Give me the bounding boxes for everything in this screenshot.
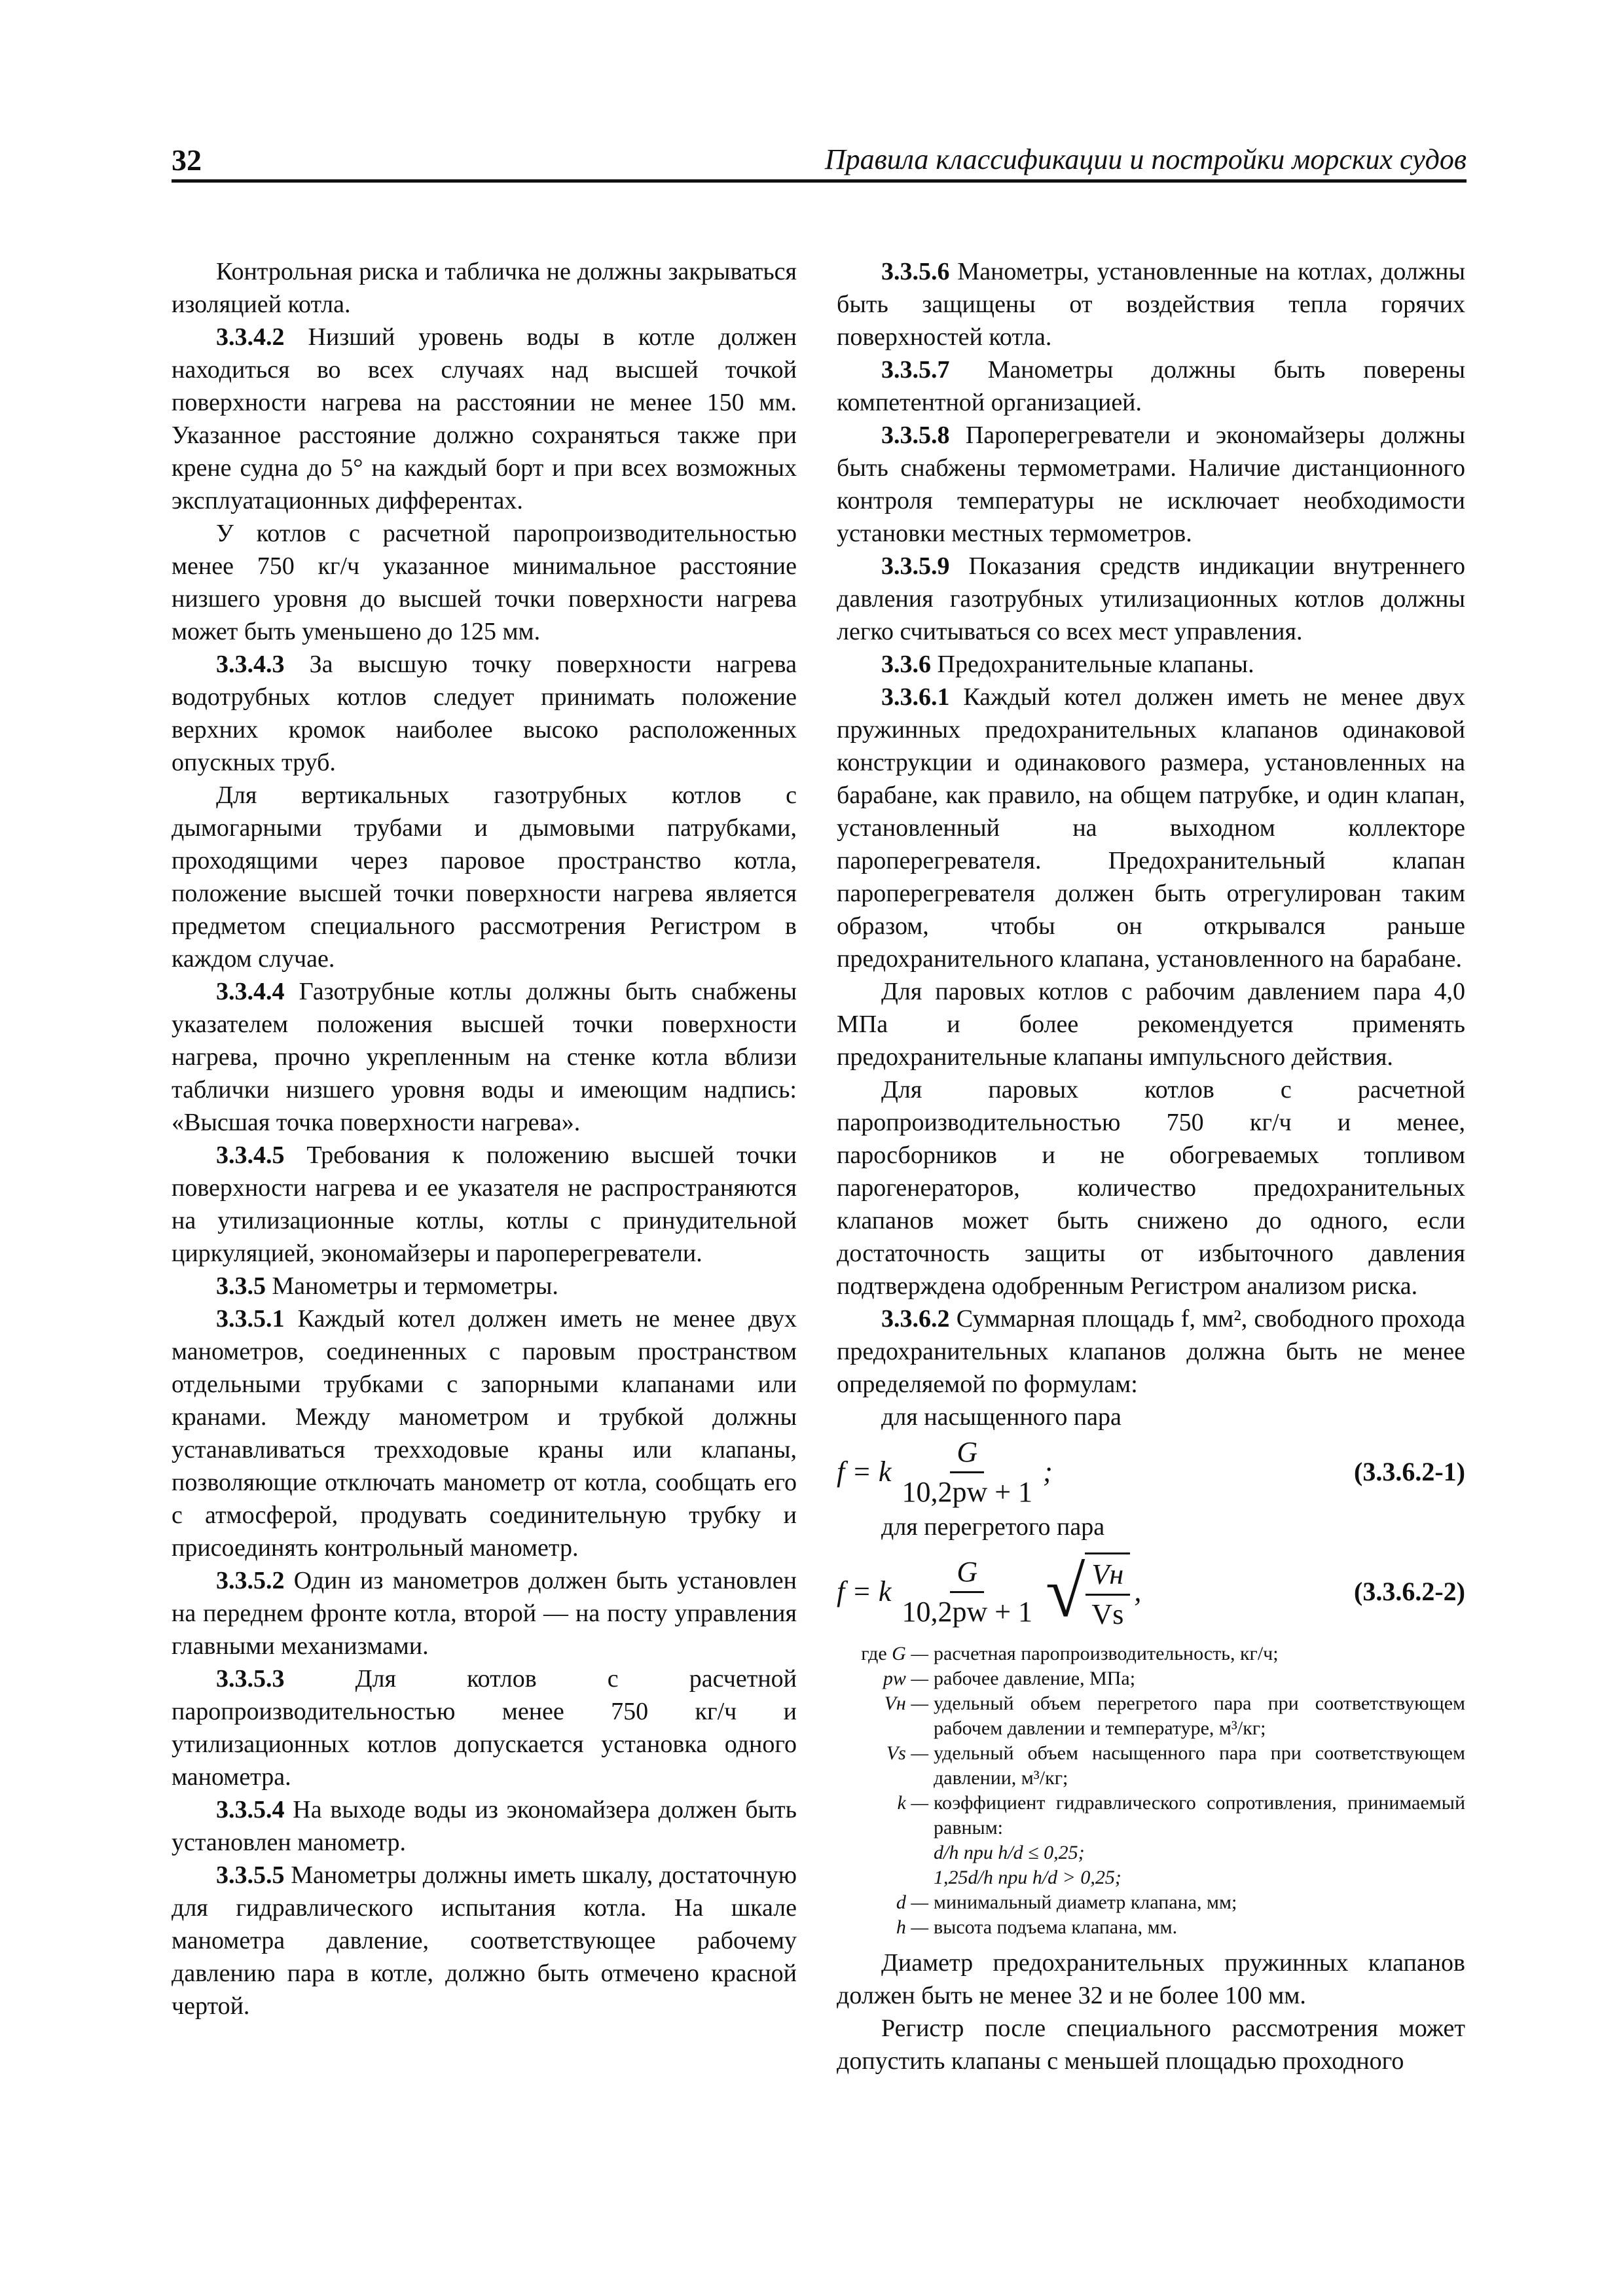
paragraph: 3.3.5.2 Один из манометров должен быть установлен на переднем фронте котла, второй — на посту управления главными механизмами. [172, 1567, 797, 1660]
k-case: d/h при h/d ≤ 0,25; [934, 1842, 1085, 1863]
clause-number: 3.3.5.7 [881, 356, 950, 384]
paragraph: 3.3.4.4 Газотрубные котлы должны быть снабжены указателем положения высшей точки поверхности нагрева, прочно укрепленным на стенке котла вблизи таблички низшего уровня воды и имеющим надпись: «Высшая точка поверхности нагрева». [172, 978, 797, 1136]
paragraph: 3.3.5.7 Манометры должны быть поверены компетентной организацией. [837, 356, 1465, 416]
formula-number: (3.3.6.2-1) [1354, 1457, 1465, 1486]
clause-number: 3.3.4.4 [216, 978, 285, 1005]
numerator: G [950, 1556, 984, 1593]
symbol-definitions [837, 1641, 1465, 1940]
numerator: G [950, 1436, 984, 1473]
clause-number: 3.3.5.5 [216, 1861, 285, 1889]
definition-row: где G — расчетная паропроизводительность, кг/ч; [861, 1643, 1279, 1664]
paragraph: 3.3.4.2 Низший уровень воды в котле должен находиться во всех случаях над высшей точкой поверхности нагрева на расстоянии не менее 150 мм. Указанное расстояние должно сохраняться также при крене судна до 5° на каждый борт и при всех возможных эксплуатационных дифферентах. [172, 323, 797, 514]
paragraph: 3.3.6.1 Каждый котел должен иметь не менее двух пружинных предохранительных клапанов одинаковой конструкции и одинакового размера, установленных на барабане, как правило, на общем патрубке, и один клапан, установленный на выходном коллекторе пароперегревателя. Предохранительный клапан пароперегревателя должен быть отрегулирован таким образом, чтобы он открывался раньше предохранительного клапана, установленного на барабане. [837, 683, 1465, 973]
formula-punct: , [1134, 1575, 1142, 1607]
clause-number: 3.3.5 [216, 1272, 266, 1300]
definition-row: d — минимальный диаметр клапана, мм; [896, 1892, 1237, 1913]
paragraph: 3.3.4.3 За высшую точку поверхности нагрева водотрубных котлов следует принимать положение верхних кромок наиболее высоко расположенных опускных труб. [172, 651, 797, 776]
clause-number: 3.3.6.1 [881, 683, 950, 711]
formula-lhs: f = k [837, 1456, 892, 1488]
section-heading: 3.3.6 Предохранительные клапаны. [881, 651, 1254, 678]
paragraph: Контрольная риска и табличка не должны закрываться изоляцией котла. [172, 258, 797, 318]
paragraph: У котлов с расчетной паропроизводительностью менее 750 кг/ч указанное минимальное расстояние низшего уровня до высшей точки поверхности нагрева может быть уменьшено до 125 мм. [172, 520, 797, 645]
clause-number: 3.3.5.8 [881, 422, 950, 449]
paragraph: 3.3.5.6 Манометры, установленные на котлах, должны быть защищены от воздействия тепла горячих поверхностей котла. [837, 258, 1465, 351]
paragraph: 3.3.5.1 Каждый котел должен иметь не менее двух манометров, соединенных с паровым пространством отдельными трубками с запорными клапанами или кранами. Между манометром и трубкой должны устанавливаться трехходовые краны или клапаны, позволяющие отключать манометр от котла, сообщать его с атмосферой, продувать соединительную трубку и присоединять контрольный манометр. [172, 1305, 797, 1562]
paragraph: 3.3.5.4 На выходе воды из экономайзера должен быть установлен манометр. [172, 1796, 797, 1856]
square-root [1046, 1552, 1134, 1631]
clause-number: 3.3.5.4 [216, 1796, 285, 1823]
formula-label: для перегретого пара [881, 1513, 1105, 1541]
header-rule [172, 179, 1467, 183]
formula-superheated [837, 1546, 1465, 1638]
radical-sign-icon: √ [1046, 1552, 1085, 1632]
formula-number: (3.3.6.2-2) [1354, 1577, 1465, 1606]
denominator: 10,2pw + 1 [902, 1595, 1033, 1628]
left-column [172, 255, 797, 2022]
paragraph: 3.3.4.5 Требования к положению высшей точки поверхности нагрева и ее указателя не распространяются на утилизационные котлы, котлы с принудительной циркуляцией, экономайзеры и пароперегреватели. [172, 1141, 797, 1267]
section-heading: 3.3.5 Манометры и термометры. [216, 1272, 558, 1300]
clause-number: 3.3.5.9 [881, 552, 950, 580]
formula-punct: ; [1043, 1456, 1053, 1488]
clause-number: 3.3.5.1 [216, 1305, 285, 1333]
paragraph: 3.3.5.8 Пароперегреватели и экономайзеры должны быть снабжены термометрами. Наличие дистанционного контроля температуры не исключает необходимости установки местных термометров. [837, 422, 1465, 547]
paragraph: Для паровых котлов с расчетной паропроизводительностью 750 кг/ч и менее, паросборников и не обогреваемых топливом парогенераторов, количество предохранительных клапанов может быть снижено до одного, если достаточность защиты от избыточного давления подтверждена одобренным Регистром анализом риска. [837, 1076, 1465, 1300]
denominator: Vs [1091, 1598, 1124, 1630]
paragraph: Диаметр предохранительных пружинных клапанов должен быть не менее 32 и не более 100 мм. [837, 1949, 1465, 2009]
right-column [837, 255, 1465, 2077]
clause-number: 3.3.4.2 [216, 323, 285, 351]
paragraph: Регистр после специального рассмотрения может допустить клапаны с меньшей площадью проходного [837, 2015, 1465, 2075]
denominator: 10,2pw + 1 [902, 1475, 1033, 1508]
clause-number: 3.3.4.5 [216, 1141, 285, 1169]
definition-row: h — высота подъема клапана, мм. [896, 1916, 1178, 1938]
page-header [172, 143, 1467, 182]
paragraph: 3.3.5.3 Для котлов с расчетной паропроизводительностью менее 750 кг/ч и утилизационных котлов допускается установка одного манометра. [172, 1665, 797, 1791]
formula-lhs: f = k [837, 1575, 892, 1607]
definition-row: k — коэффициент гидравлического сопротивления, принимаемый равным: [897, 1792, 1465, 1839]
page-number: 32 [172, 143, 202, 177]
k-case: 1,25d/h при h/d > 0,25; [934, 1867, 1122, 1888]
clause-number: 3.3.6 [881, 651, 931, 678]
definition-row: Vs — удельный объем насыщенного пара при соответствующем давлении, м³/кг; [886, 1742, 1465, 1789]
formula-label: для насыщенного пара [881, 1403, 1122, 1431]
paragraph: Для паровых котлов с рабочим давлением пара 4,0 МПа и более рекомендуется применять предохранительные клапаны импульсного действия. [837, 978, 1465, 1071]
clause-number: 3.3.5.2 [216, 1567, 285, 1594]
fraction [895, 1436, 1039, 1509]
paragraph: 3.3.6.2 Суммарная площадь f, мм², свободного прохода предохранительных клапанов должна быть не менее определяемой по формулам: [837, 1305, 1465, 1398]
formula-saturated [837, 1436, 1465, 1508]
radical-fraction [1085, 1552, 1130, 1631]
definition-row: pw — рабочее давление, МПа; [883, 1668, 1136, 1689]
paragraph: 3.3.5.5 Манометры должны иметь шкалу, достаточную для гидравлического испытания котла. На шкале манометра давление, соответствующее рабочему давлению пара в котле, должно быть отмечено красной чертой. [172, 1861, 797, 2020]
numerator: Vн [1085, 1558, 1131, 1596]
definition-row: Vн — удельный объем перегретого пара при соответствующем рабочем давлении и температуре, м³/кг; [884, 1693, 1465, 1739]
paragraph: 3.3.5.9 Показания средств индикации внутреннего давления газотрубных утилизационных котлов должны легко считываться со всех мест управления. [837, 552, 1465, 645]
clause-number: 3.3.4.3 [216, 651, 285, 678]
clause-number: 3.3.5.3 [216, 1665, 285, 1693]
running-title: Правила классификации и постройки морских судов [824, 143, 1467, 175]
paragraph: Для вертикальных газотрубных котлов с дымогарными трубами и дымовыми патрубками, проходящими через паровое пространство котла, положение высшей точки поверхности нагрева является предметом специального рассмотрения Регистром в каждом случае. [172, 781, 797, 973]
clause-number: 3.3.6.2 [881, 1305, 950, 1333]
clause-number: 3.3.5.6 [881, 258, 950, 285]
fraction [895, 1556, 1039, 1628]
